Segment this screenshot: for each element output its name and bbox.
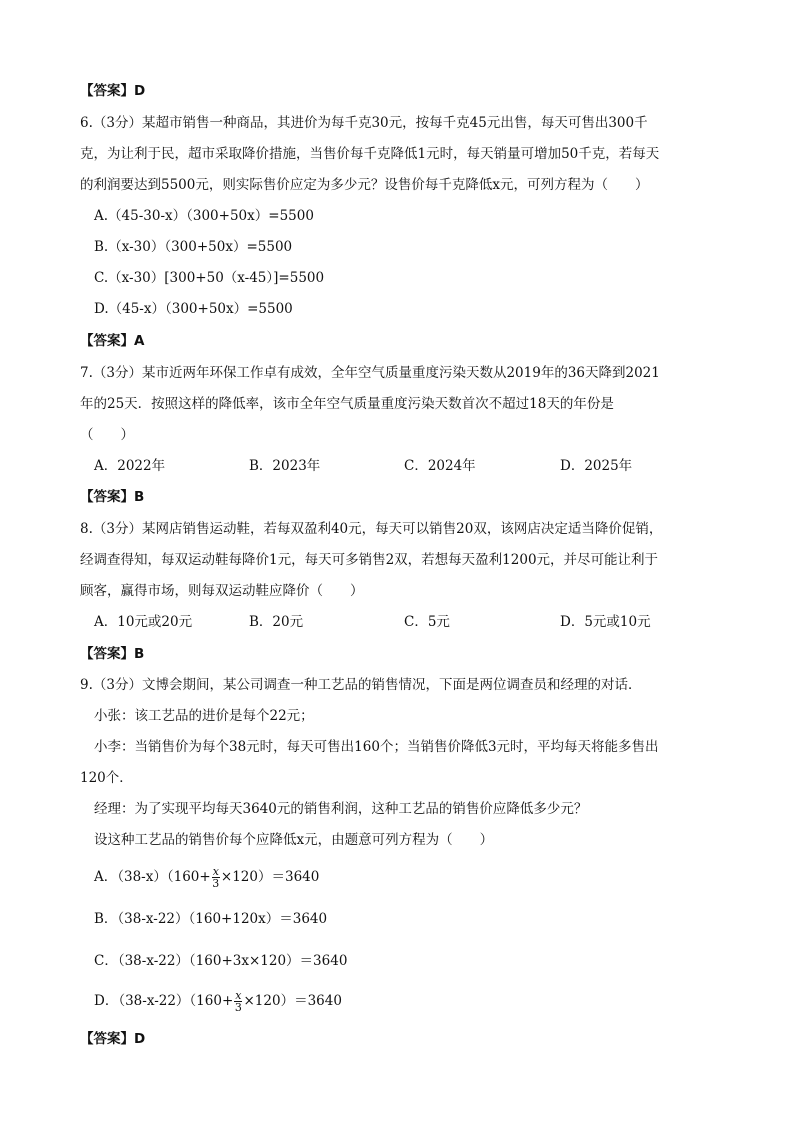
q9-option-d-suffix: ×120）＝3640 (243, 993, 342, 1009)
answer-9: 【答案】D (80, 1031, 146, 1047)
q6-line-3: 的利润要达到5500元，则实际售价应定为多少元？设售价每千克降低x元，可列方程为（ ） (80, 177, 649, 193)
q6-option-a: A.（45-30-x）（300+50x）=5500 (94, 208, 314, 224)
q8-line-1: 8.（3分）某网店销售运动鞋，若每双盈利40元，每天可以销售20双，该网店决定适当降价促销， (80, 521, 663, 537)
q9-option-c: C．（38-x-22）（160+3x×120）＝3640 (94, 953, 348, 969)
q8-option-c: C．5元 (404, 614, 450, 630)
q9-option-d-prefix: D．（38-x-22）（160+ (94, 993, 234, 1009)
q6-line-1: 6.（3分）某超市销售一种商品，其进价为每千克30元，按每千克45元出售，每天可售出300千 (80, 115, 648, 131)
answer-7: 【答案】B (80, 489, 145, 505)
q6-option-b: B.（x-30）（300+50x）=5500 (94, 239, 293, 255)
q9-line-4: 120个． (80, 770, 133, 786)
q6-line-2: 克，为让利于民，超市采取降价措施，当售价每千克降低1元时，每天销量可增加50千克，若每天 (80, 146, 660, 162)
q8-line-3: 顾客，赢得市场，则每双运动鞋应降价（ ） (80, 583, 364, 599)
q9-line-3: 小李：当销售价为每个38元时，每天可售出160个；当销售价降低3元时，平均每天将能多售出 (94, 739, 659, 755)
answer-8: 【答案】B (80, 646, 145, 662)
q9-option-d (94, 990, 342, 1013)
q9-option-b: B．（38-x-22）（160+120x）＝3640 (94, 911, 328, 927)
answer-5: 【答案】D (80, 83, 146, 99)
q7-option-c: C．2024年 (404, 458, 476, 474)
q8-line-2: 经调查得知，每双运动鞋每降价1元，每天可多销售2双，若想每天盈利1200元，并尽可能让利于 (80, 552, 659, 568)
fraction-numerator: x (212, 865, 219, 878)
fraction-numerator: x (235, 989, 242, 1002)
q9-line-2: 小张：该工艺品的进价是每个22元； (94, 708, 314, 724)
q6-option-c: C.（x-30）[300+50（x-45）]=5500 (94, 270, 325, 286)
q9-option-a (94, 866, 319, 889)
q9-line-6: 设这种工艺品的销售价每个应降低x元，由题意可列方程为（ ） (94, 832, 494, 848)
q8-option-b: B．20元 (249, 614, 304, 630)
q8-option-d: D．5元或10元 (560, 614, 651, 630)
fraction-x-over-3 (212, 866, 220, 889)
q6-option-d: D.（45-x）（300+50x）=5500 (94, 301, 293, 317)
q7-line-3: （ ） (80, 427, 134, 443)
fraction-denominator: 3 (212, 877, 220, 890)
q7-line-1: 7.（3分）某市近两年环保工作卓有成效，全年空气质量重度污染天数从2019年的36天降到2021 (80, 365, 660, 381)
q7-option-a: A．2022年 (94, 458, 166, 474)
q9-option-a-prefix: A．（38-x）（160+ (94, 869, 211, 885)
q7-line-2: 年的25天．按照这样的降低率，该市全年空气质量重度污染天数首次不超过18天的年份是 (80, 396, 614, 412)
q7-option-d: D．2025年 (560, 458, 633, 474)
q9-option-a-suffix: ×120）＝3640 (220, 869, 320, 885)
q8-option-a: A．10元或20元 (94, 614, 193, 630)
q9-line-5: 经理：为了实现平均每天3640元的销售利润，这种工艺品的销售价应降低多少元？ (94, 801, 588, 817)
fraction-denominator: 3 (234, 1001, 242, 1014)
q9-line-1: 9.（3分）文博会期间，某公司调查一种工艺品的销售情况，下面是两位调查员和经理的对话． (80, 677, 642, 693)
fraction-x-over-3 (234, 990, 242, 1013)
answer-6: 【答案】A (80, 333, 145, 349)
q7-option-b: B．2023年 (249, 458, 321, 474)
